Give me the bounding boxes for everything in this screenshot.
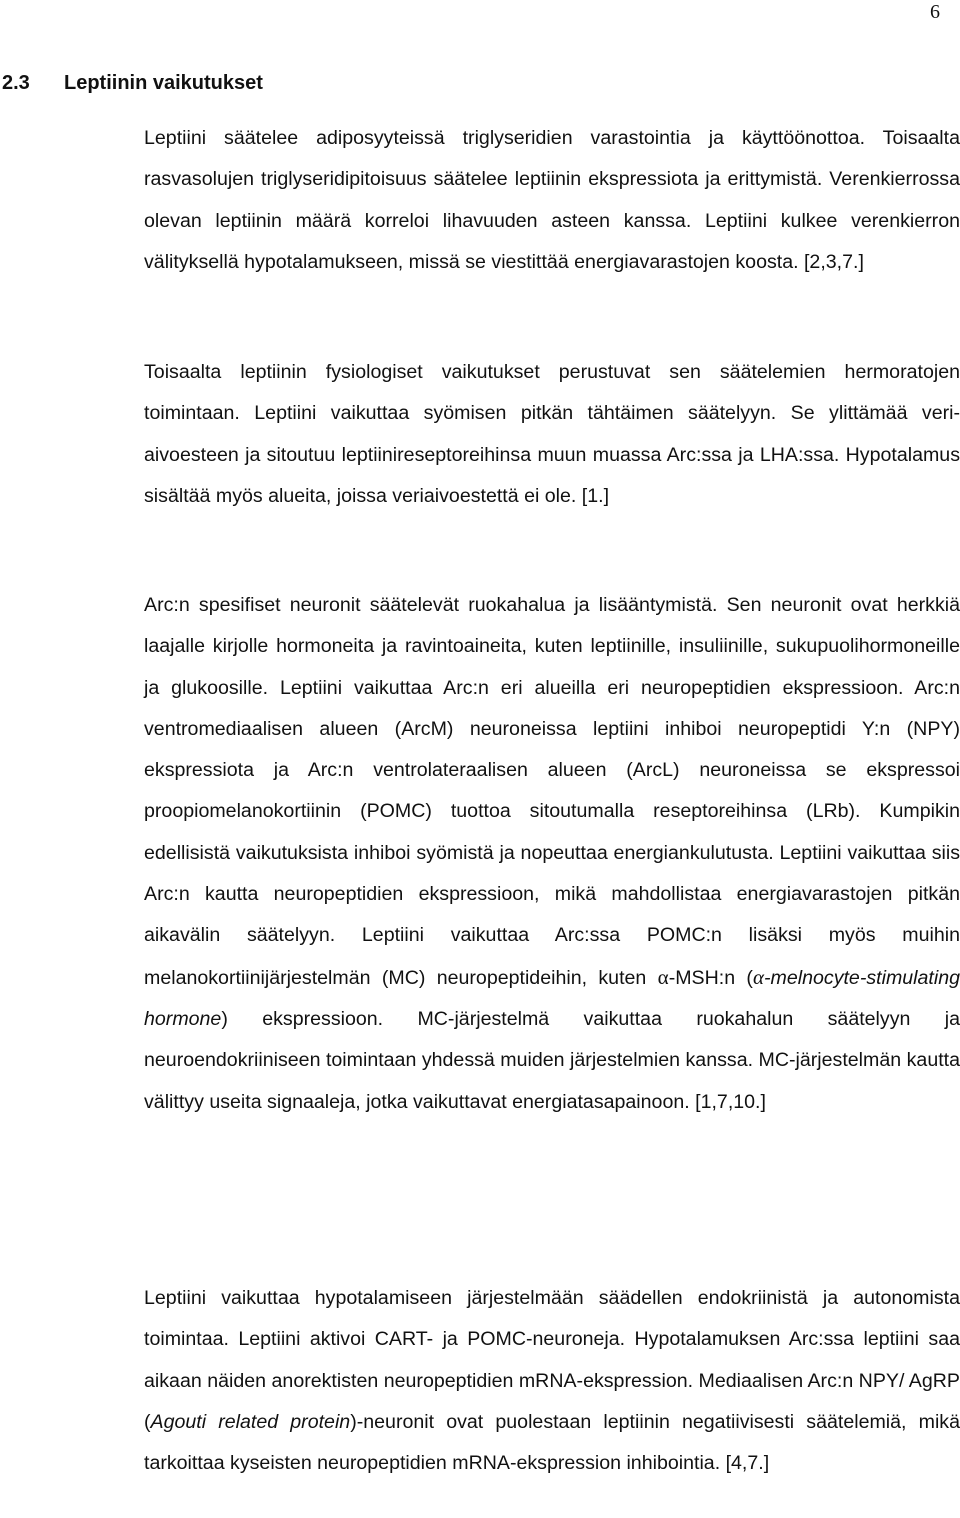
section-title: Leptiinin vaikutukset — [64, 72, 263, 94]
paragraph-4-text-a: Leptiini vaikuttaa hypotalamiseen järjestelmään säädellen endokriinistä ja autonomista toimintaa. Leptiini aktivoi CART- ja POMC-neuroneja. Hypotalamuksen Arc:ssa leptiini saa aikaan näiden anorektisten neuropeptidien mRNA-ekspression. Mediaalisen Arc:n NPY/ AgRP ( — [144, 1287, 960, 1433]
paragraph-4-italic-term: Agouti related protein — [150, 1410, 351, 1433]
paragraph-1: Leptiini säätelee adiposyyteissä triglyseridien varastointia ja käyttöönottoa. Toisaalta rasvasolujen triglyseridipitoisuus säätelee leptiinin ekspressiota ja erittymistä. Verenkierrossa olevan leptiinin määrä korreloi lihavuuden asteen kanssa. Leptiini kulkee verenkierron välityksellä hypotalamukseen, missä se viestittää energiavarastojen koosta. [2,3,7.] — [144, 127, 960, 273]
paragraph-4 — [144, 1278, 960, 1484]
paragraph-3 — [144, 585, 960, 1123]
paragraph-3-italic-term: -melnocyte-stimulating hormone — [144, 966, 960, 1030]
alpha-symbol: α — [657, 964, 669, 989]
paragraph-3-text-a: Arc:n spesifiset neuronit säätelevät ruokahalua ja lisääntymistä. Sen neuronit ovat herkkiä laajalle kirjolle hormoneita ja ravintoaineita, kuten leptiinille, insuliinille, sukupuolihormoneille ja glukoosille. Leptiini vaikuttaa Arc:n eri alueilla eri neuropeptidien ekspressioon. Arc:n ventromediaalisen alueen (ArcM) neuroneissa leptiini inhiboi neuropeptidi Y:n (NPY) ekspressiota ja Arc:n ventrolateraalisen alueen (ArcL) neuroneissa se ekspressoi proopiomelanokortiinin (POMC) tuottoa sitoutumalla reseptoreihinsa (LRb). Kumpikin edellisistä vaikutuksista inhiboi syömistä ja nopeuttaa energiankulutusta. Leptiini vaikuttaa siis Arc:n kautta neuropeptidien ekspressioon, mikä mahdollistaa energiavarastojen pitkän aikavälin säätelyyn. Leptiini vaikuttaa Arc:ssa POMC:n lisäksi myös muihin melanokortiinijärjestelmän (MC) neuropeptideihin, kuten — [144, 594, 960, 989]
section-heading — [2, 70, 263, 96]
alpha-symbol-italic: α — [752, 964, 764, 989]
paragraph-2: Toisaalta leptiinin fysiologiset vaikutukset perustuvat sen säätelemien hermoratojen toimintaan. Leptiini vaikuttaa syömisen pitkän tähtäimen säätelyyn. Se ylittämää veri-aivoesteen ja sitoutuu leptiinireseptoreihinsa muun muassa Arc:ssa ja LHA:ssa. Hypotalamus sisältää myös alueita, joissa veriaivoestettä ei ole. [1.] — [144, 361, 960, 507]
paragraph-3-text-c: ) ekspressioon. MC-järjestelmä vaikuttaa ruokahalun säätelyyn ja neuroendokriiniseen toimintaan yhdessä muiden järjestelmien kanssa. MC-järjestelmän kautta välittyy useita signaaleja, jotka vaikuttavat energiatasapainoon. [1,7,10.] — [144, 1007, 960, 1113]
section-number: 2.3 — [2, 72, 30, 94]
page-number: 6 — [930, 1, 940, 23]
paragraph-3-text-b: -MSH:n ( — [668, 966, 753, 989]
paragraph-4-text-b: )-neuronit ovat puolestaan leptiinin negatiivisesti säätelemiä, mikä tarkoittaa kyseisten neuropeptidien mRNA-ekspression inhibointia. [4,7.] — [144, 1410, 960, 1475]
